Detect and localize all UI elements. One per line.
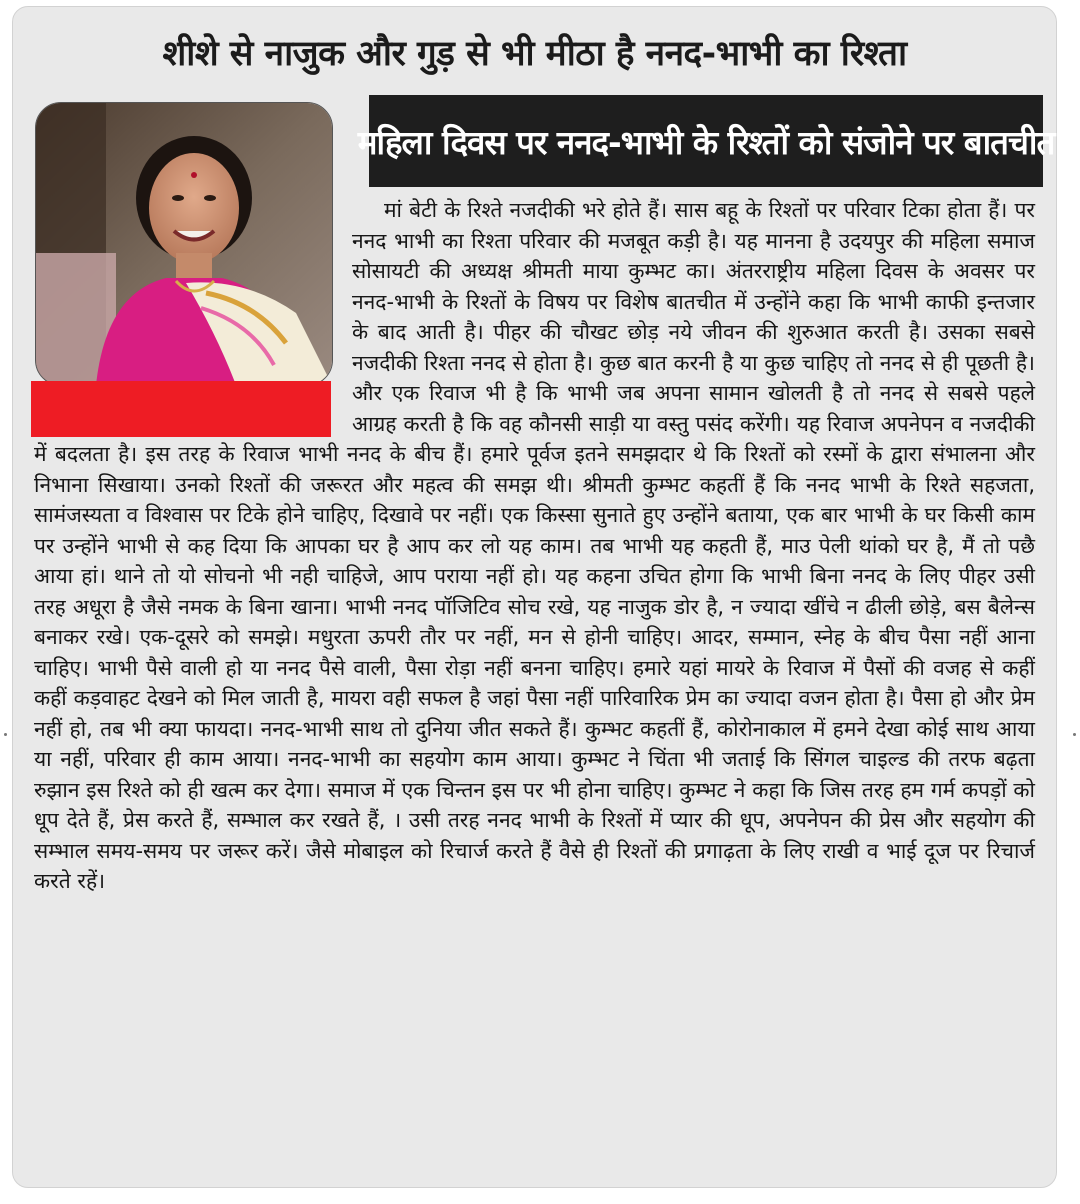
article-body: [34, 195, 1035, 897]
photo-wrap-spacer: [34, 195, 352, 438]
article-body-text: मां बेटी के रिश्ते नजदीकी भरे होते हैं। सास बहू के रिश्तों पर परिवार टिका होता हैं। पर ननद भाभी का रिश्ता परिवार की मजबूत कड़ी है। यह मानना है उदयपुर की महिला समाज सोसायटी की अध्यक्ष श्रीमती माया कुम्भट का। अंतरराष्ट्रीय महिला दिवस के अवसर पर ननद-भाभी के रिश्तों के विषय पर विशेष बातचीत में उन्होंने कहा कि भाभी काफी इन्तजार के बाद आती है। पीहर की चौखट छोड़ नये जीवन की शुरुआत करती है। उसका सबसे नजदीकी रिश्ता ननद से होता है। कुछ बात करनी है या कुछ चाहिए तो ननद से ही पूछती है। और एक रिवाज भी है कि भाभी जब अपना सामान खोलती है तो ननद से सबसे पहले आग्रह करती है कि वह कौनसी साड़ी या वस्तु पसंद करेंगी। यह रिवाज अपनेपन व नजदीकी में बदलता है। इस तरह के रिवाज भाभी ननद के बीच हैं। हमारे पूर्वज इतने समझदार थे कि रिश्तों को रस्मों के द्वारा संभालना और निभाना सिखाया। उनको रिश्तों की जरूरत और महत्व की समझ थी। श्रीमती कुम्भट कहतीं हैं कि ननद भाभी के रिश्ते सहजता, सामंजस्यता व विश्वास पर टिके होने चाहिए, दिखावे पर नहीं। एक किस्सा सुनाते हुए उन्होंने बताया, एक बार भाभी के घर किसी काम पर उन्होंने भाभी से कह दिया कि आपका घर है आप कर लो यह काम। तब भाभी यह कहती हैं, माउ पेली थांको घर है, मैं तो पछै आया हां। थाने तो यो सोचनो भी नही चाहिजे, आप पराया नहीं हो। यह कहना उचित होगा कि भाभी बिना ननद के लिए पीहर उसी तरह अधूरा है जैसे नमक के बिना खाना। भाभी ननद पॉजिटिव सोच रखे, यह नाजुक डोर है, न ज्यादा खींचे न ढीली छोड़े, बस बैलेन्स बनाकर रखे। एक-दूसरे को समझे। मधुरता ऊपरी तौर पर नहीं, मन से होनी चाहिए। आदर, सम्मान, स्नेह के बीच पैसा नहीं आना चाहिए। भाभी पैसे वाली हो या ननद पैसे वाली, पैसा रोड़ा नहीं बनना चाहिए। हमारे यहां मायरे के रिवाज में पैसों की वजह से कहीं कहीं कड़वाहट देखने को मिल जाती है, मायरा वही सफल है जहां पैसा नहीं पारिवारिक प्रेम का ज्यादा वजन होता है। पैसा हो और प्रेम नहीं हो, तब भी क्या फायदा। ननद-भाभी साथ तो दुनिया जीत सकते हैं। कुम्भट कहतीं हैं, कोरोनाकाल में हमने देखा कोई साथ आया या नहीं, परिवार ही काम आया। ननद-भाभी का सहयोग काम आया। कुम्भट ने चिंता भी जताई कि सिंगल चाइल्ड की तरफ बढ़ता रुझान इस रिश्ते को ही खत्म कर देगा। समाज में एक चिन्तन इस पर भी होना चाहिए। कुम्भट ने कहा कि जिस तरह हम गर्म कपड़ों को धूप देते हैं, प्रेस करते हैं, सम्भाल कर रखते हैं, । उसी तरह ननद भाभी के रिश्तों में प्यार की धूप, अपनेपन की प्रेस और सहयोग की सम्भाल समय-समय पर जरूर करें। जैसे मोबाइल को रिचार्ज करते हैं वैसे ही रिश्तों की प्रगाढ़ता के लिए राखी व भाई दूज पर रिचार्ज करते रहें।: [34, 198, 1035, 893]
margin-dot-left: [4, 733, 7, 736]
margin-dot-right: [1073, 733, 1076, 736]
subheadline-text: महिला दिवस पर ननद-भाभी के रिश्तों को संजोने पर बातचीत: [357, 122, 1055, 162]
newspaper-clipping: [12, 6, 1057, 1188]
subheadline-banner: [357, 95, 1055, 187]
headline: शीशे से नाजुक और गुड़ से भी मीठा है ननद-भाभी का रिश्ता: [162, 34, 907, 74]
